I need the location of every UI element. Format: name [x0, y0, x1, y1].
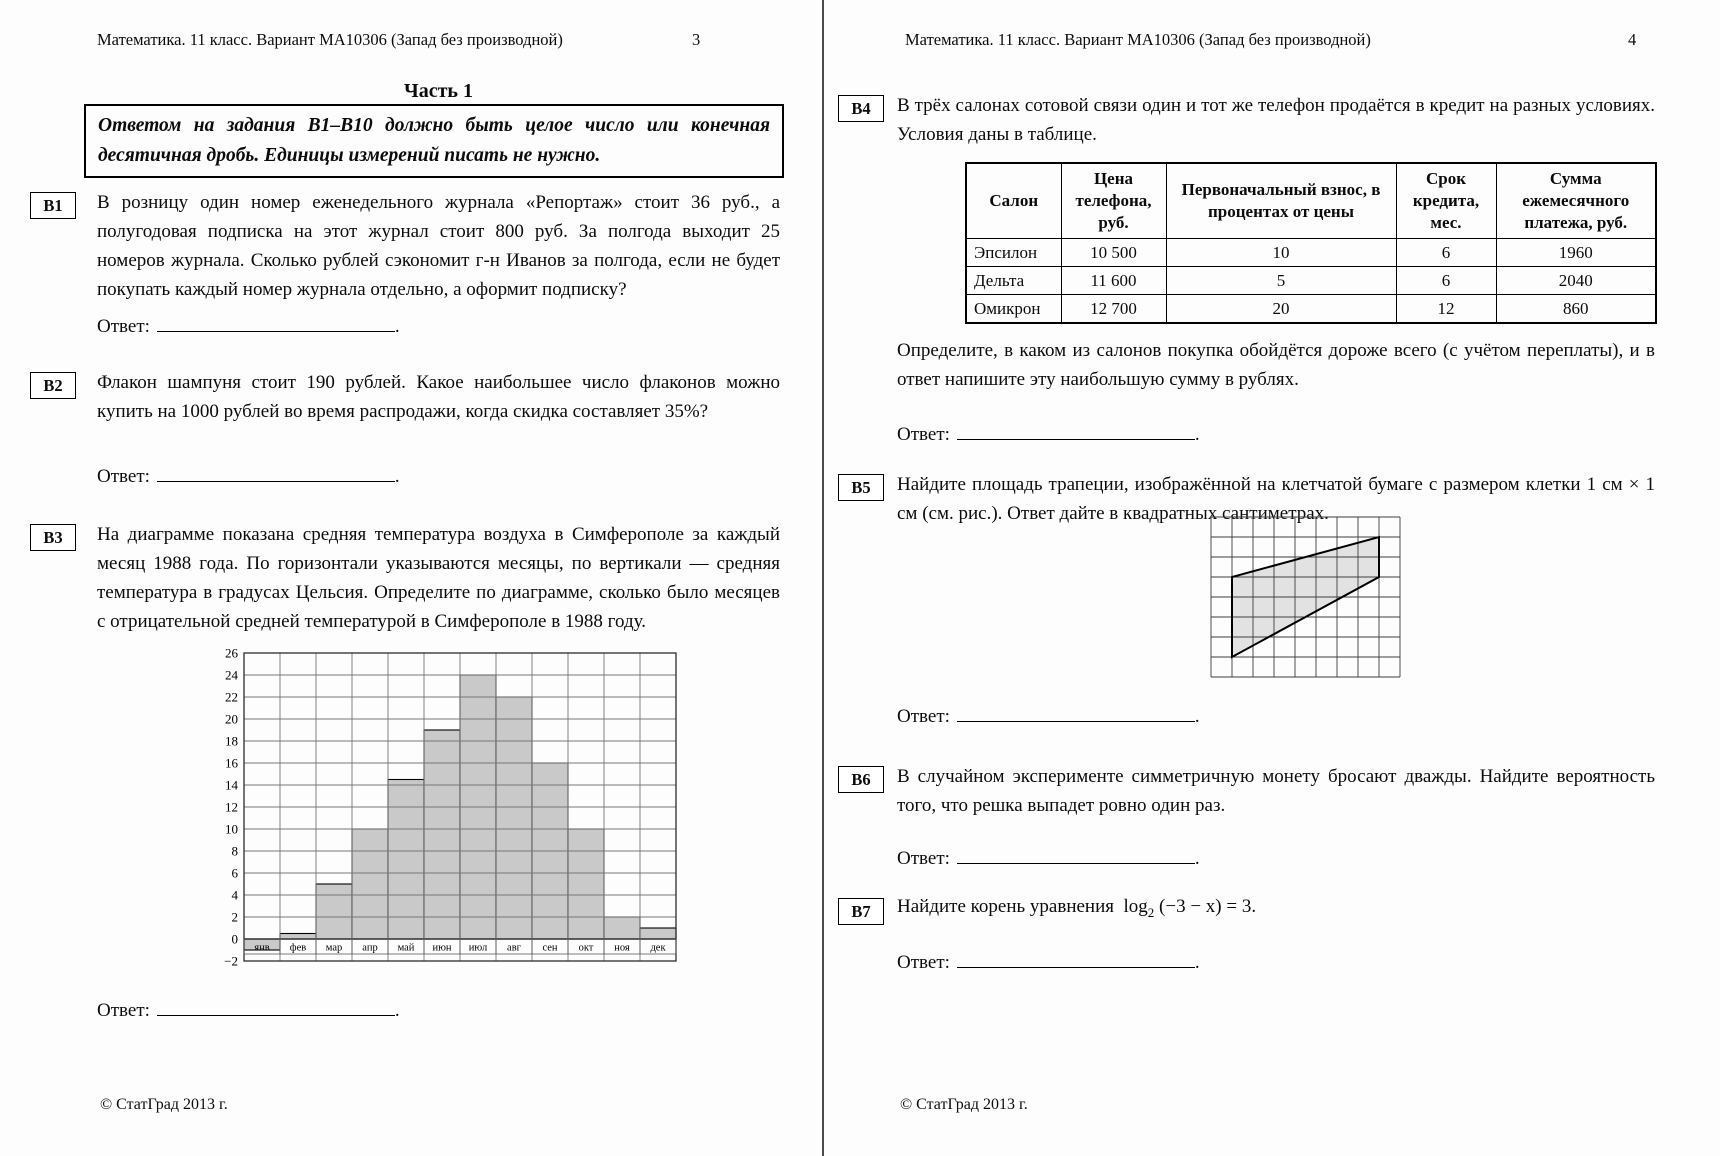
answer-label: Ответ: [897, 706, 950, 727]
svg-text:0: 0 [231, 931, 238, 947]
b7-period: . [1251, 896, 1257, 917]
svg-text:окт: окт [578, 942, 594, 954]
answer-period: . [394, 1000, 400, 1021]
task-b6-text: В случайном эксперименте симметричную монету бросают дважды. Найдите вероятность того, что решка выпадет ровно один раз. [897, 766, 1655, 816]
answer-b6 [897, 848, 1200, 870]
answer-line [157, 1000, 395, 1016]
answer-line [957, 424, 1195, 440]
col-header: Сумма ежемесячного платежа, руб. [1496, 163, 1656, 239]
task-b2-text: Флакон шампуня стоит 190 рублей. Какое наибольшее число флаконов можно купить на 1000 рублей во время распродажи, когда скидка составляет 35%? [97, 372, 780, 422]
task-label-b6: В6 [838, 766, 884, 793]
cell-monthly: 2040 [1496, 267, 1656, 295]
answer-label: Ответ: [97, 466, 150, 487]
b7-log: log [1123, 896, 1148, 917]
col-header: Срок кредита, мес. [1396, 163, 1496, 239]
svg-text:дек: дек [650, 942, 666, 954]
page-divider [822, 0, 824, 1156]
svg-text:10: 10 [225, 821, 238, 837]
answer-line [957, 706, 1195, 722]
task-b4-intro: В трёх салонах сотовой связи один и тот же телефон продаётся в кредит на разных условиях. Условия даны в таблице. [897, 95, 1655, 145]
svg-text:сен: сен [542, 942, 558, 954]
table-row [966, 239, 1656, 267]
svg-text:янв: янв [254, 942, 270, 954]
answer-label: Ответ: [897, 952, 950, 973]
task-label-b2: В2 [30, 372, 76, 399]
table-header-row [966, 163, 1656, 239]
svg-text:6: 6 [231, 865, 238, 881]
task-label-b4: В4 [838, 95, 884, 122]
task-label-b1: В1 [30, 192, 76, 219]
svg-text:ноя: ноя [614, 942, 630, 954]
svg-text:июл: июл [468, 942, 488, 954]
answer-b3 [97, 1000, 400, 1022]
task-b5-text: Найдите площадь трапеции, изображённой на клетчатой бумаге с размером клетки 1 см × 1 см (см. рис.). Ответ дайте в квадратных сантиметрах. [897, 474, 1655, 524]
temperature-bar-chart [206, 644, 682, 971]
cell-salon: Дельта [966, 267, 1061, 295]
col-header: Первоначальный взнос, в процентах от цены [1166, 163, 1396, 239]
task-label-b5: В5 [838, 474, 884, 501]
svg-text:апр: апр [362, 942, 378, 954]
answer-label: Ответ: [97, 1000, 150, 1021]
part1-title: Часть 1 [404, 80, 473, 102]
page3-header-title: Математика. 11 класс. Вариант МА10306 (Запад без производной) [97, 30, 563, 49]
answer-period: . [394, 316, 400, 337]
svg-text:12: 12 [225, 799, 238, 815]
answer-period: . [394, 466, 400, 487]
cell-monthly: 1960 [1496, 239, 1656, 267]
cell-price: 12 700 [1061, 295, 1166, 324]
page3-footer: © СтатГрад 2013 г. [100, 1096, 228, 1113]
cell-salon: Эпсилон [966, 239, 1061, 267]
answer-line [157, 316, 395, 332]
answer-period: . [1194, 424, 1200, 445]
cell-price: 11 600 [1061, 267, 1166, 295]
svg-text:20: 20 [225, 711, 238, 727]
svg-text:мар: мар [325, 942, 343, 954]
task-b4-question: Определите, в каком из салонов покупка обойдётся дороже всего (с учётом переплаты), и в ответ напишите эту наибольшую сумму в рублях. [897, 340, 1655, 390]
answer-line [957, 848, 1195, 864]
b7-prefix: Найдите корень уравнения [897, 896, 1115, 917]
svg-text:26: 26 [225, 645, 238, 661]
cell-monthly: 860 [1496, 295, 1656, 324]
page4-header-title: Математика. 11 класс. Вариант МА10306 (Запад без производной) [905, 30, 1371, 49]
answer-b4 [897, 424, 1200, 446]
svg-text:4: 4 [231, 887, 238, 903]
b7-expression: (−3 − x) = 3 [1159, 896, 1252, 917]
answer-b2 [97, 466, 400, 488]
task-label-b7: В7 [838, 898, 884, 925]
answer-label: Ответ: [897, 848, 950, 869]
task-b1-text: В розницу один номер еженедельного журнала «Репортаж» стоит 36 руб., а полугодовая подписка на этот журнал стоит 800 руб. За полгода выходит 25 номеров журнала. Сколько рублей сэкономит г-н Иванов за полгода, если не будет покупать каждый номер журнала отдельно, а оформит подписку? [97, 192, 780, 300]
answer-b1 [97, 316, 400, 338]
task-b7-text [897, 896, 1256, 921]
page4-number: 4 [1628, 30, 1637, 49]
cell-term: 12 [1396, 295, 1496, 324]
answer-period: . [1194, 706, 1200, 727]
trapezoid-grid-figure [1210, 516, 1401, 678]
col-header: Салон [966, 163, 1061, 239]
b7-log-base: 2 [1147, 904, 1155, 920]
svg-text:18: 18 [225, 733, 238, 749]
answer-line [157, 466, 395, 482]
answer-b7 [897, 952, 1200, 974]
task-b3-text: На диаграмме показана средняя температура воздуха в Симферополе за каждый месяц 1988 года. По горизонтали указываются месяцы, по вертикали — средняя температура в градусах Цельсия. Определите по диаграмме, сколько было месяцев с отрицательной средней температурой в Симферополе в 1988 году. [97, 524, 780, 632]
svg-text:май: май [397, 942, 415, 954]
cell-downpayment: 10 [1166, 239, 1396, 267]
instruction-box: Ответом на задания В1–В10 должно быть целое число или конечная десятичная дробь. Единицы измерений писать не нужно. [84, 104, 784, 178]
svg-text:авг: авг [507, 942, 521, 954]
svg-text:16: 16 [225, 755, 238, 771]
answer-line [957, 952, 1195, 968]
table-row [966, 267, 1656, 295]
credit-conditions-table [965, 162, 1657, 324]
cell-term: 6 [1396, 267, 1496, 295]
svg-text:24: 24 [225, 667, 238, 683]
answer-b5 [897, 706, 1200, 728]
answer-label: Ответ: [897, 424, 950, 445]
cell-price: 10 500 [1061, 239, 1166, 267]
svg-text:22: 22 [225, 689, 238, 705]
svg-text:фев: фев [289, 942, 307, 954]
answer-period: . [1194, 848, 1200, 869]
page4-footer: © СтатГрад 2013 г. [900, 1096, 1028, 1113]
cell-downpayment: 20 [1166, 295, 1396, 324]
cell-salon: Омикрон [966, 295, 1061, 324]
task-label-b3: В3 [30, 524, 76, 551]
svg-text:14: 14 [225, 777, 238, 793]
page3-number: 3 [692, 30, 701, 49]
col-header: Цена телефона, руб. [1061, 163, 1166, 239]
answer-period: . [1194, 952, 1200, 973]
cell-term: 6 [1396, 239, 1496, 267]
answer-label: Ответ: [97, 316, 150, 337]
svg-text:июн: июн [432, 942, 452, 954]
table-row [966, 295, 1656, 324]
cell-downpayment: 5 [1166, 267, 1396, 295]
svg-text:−2: −2 [224, 953, 238, 969]
svg-text:2: 2 [231, 909, 238, 925]
svg-text:8: 8 [231, 843, 238, 859]
